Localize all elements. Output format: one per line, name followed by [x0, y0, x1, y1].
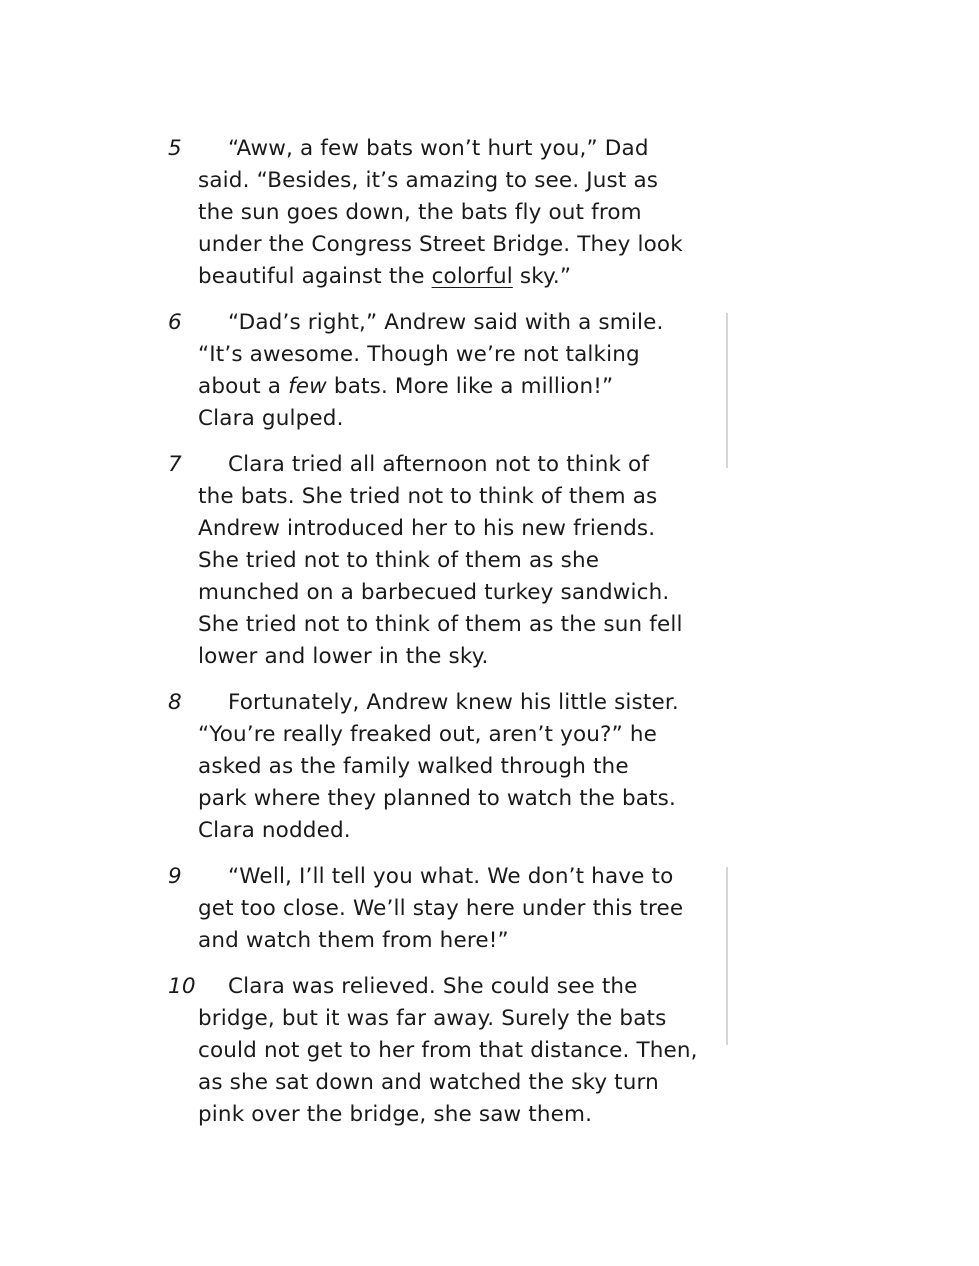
text-segment: beautiful against the [198, 264, 432, 289]
paragraph-8 [168, 687, 728, 847]
paragraph-line: “Aww, a few bats won’t hurt you,” Dad [228, 136, 649, 161]
text-segment: sky.” [512, 264, 572, 289]
paragraph-line: as she sat down and watched the sky turn [198, 1070, 659, 1095]
paragraph-line: bridge, but it was far away. Surely the bats [198, 1006, 667, 1031]
italic-word: few [288, 374, 327, 399]
paragraph-number: 7 [168, 452, 182, 477]
paragraph-number: 6 [168, 310, 182, 335]
underlined-vocabulary-word: colorful [431, 264, 513, 289]
text-segment: bats. More like a million!” [326, 374, 614, 399]
paragraph-line: She tried not to think of them as she [198, 548, 600, 573]
paragraph-5 [168, 133, 728, 293]
paragraph-line: “You’re really freaked out, aren’t you?” he [198, 722, 658, 747]
paragraph-line: the sun goes down, the bats fly out from [198, 200, 642, 225]
paragraph-7 [168, 449, 728, 673]
paragraph-line: could not get to her from that distance. Then, [198, 1038, 698, 1063]
paragraph-line: Clara was relieved. She could see the [228, 974, 638, 999]
paragraph-line: and watch them from here!” [198, 928, 509, 953]
paragraph-number: 8 [168, 690, 182, 715]
paragraph-line: pink over the bridge, she saw them. [198, 1102, 593, 1127]
paragraph-6 [168, 307, 728, 435]
paragraph-line: asked as the family walked through the [198, 754, 629, 779]
paragraph-line: She tried not to think of them as the sun fell [198, 612, 683, 637]
paragraph-line: munched on a barbecued turkey sandwich. [198, 580, 670, 605]
paragraph-line: Andrew introduced her to his new friends. [198, 516, 656, 541]
paragraph-line: “Dad’s right,” Andrew said with a smile. [228, 310, 664, 335]
paragraph-line: Clara gulped. [198, 406, 344, 431]
text-segment: about a [198, 374, 289, 399]
paragraph-line: the bats. She tried not to think of them as [198, 484, 658, 509]
paragraph-line: park where they planned to watch the bats. [198, 786, 677, 811]
paragraph-line: Clara tried all afternoon not to think of [228, 452, 650, 477]
paragraph-line: get too close. We’ll stay here under this tree [198, 896, 684, 921]
paragraph-number: 9 [168, 864, 182, 889]
paragraph-10 [168, 971, 728, 1131]
paragraph-line: said. “Besides, it’s amazing to see. Just as [198, 168, 659, 193]
paragraph-line: lower and lower in the sky. [198, 644, 489, 669]
paragraph-line: Clara nodded. [198, 818, 351, 843]
paragraph-line [198, 371, 728, 403]
paragraph-9 [168, 861, 728, 957]
paragraph-number: 5 [168, 136, 182, 161]
paragraph-number: 10 [168, 974, 196, 999]
paragraph-line: “Well, I’ll tell you what. We don’t have to [228, 864, 674, 889]
paragraph-line: under the Congress Street Bridge. They look [198, 232, 683, 257]
story-passage [168, 133, 728, 1145]
paragraph-line [198, 261, 728, 293]
paragraph-line: “It’s awesome. Though we’re not talking [198, 342, 640, 367]
paragraph-line: Fortunately, Andrew knew his little sister. [228, 690, 679, 715]
